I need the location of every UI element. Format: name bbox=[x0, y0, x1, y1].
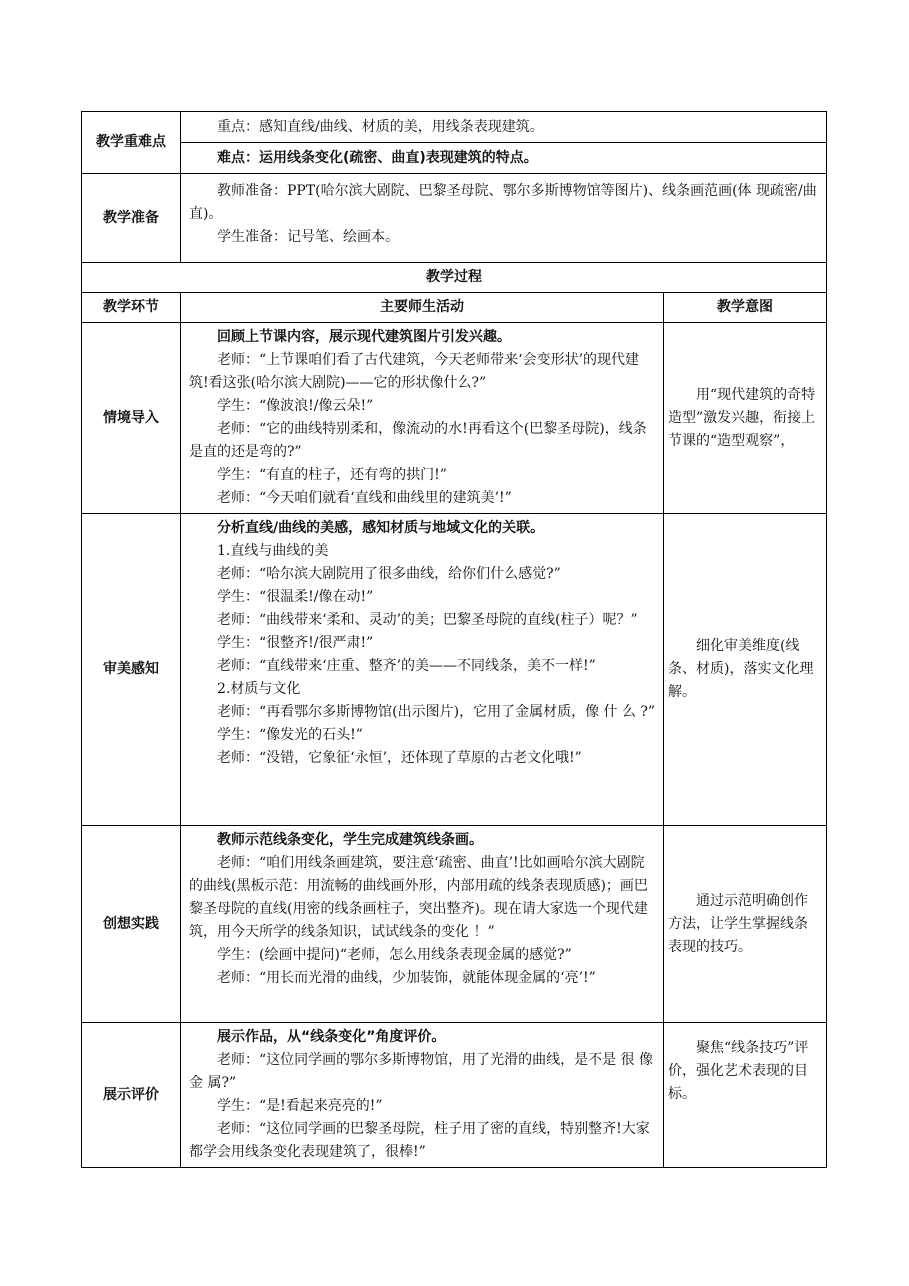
difficulty-text: 难点：运用线条变化(疏密、曲直)表现建筑的特点。 bbox=[181, 143, 827, 174]
stage-activities: 展示作品，从“线条变化”角度评价。 老师：“这位同学画的鄂尔多斯博物馆，用了光滑的曲线，是不是 很 像 金 属?” 学生：“是!看起来亮亮的!” 老师：“这位同学画的巴黎圣母院，柱子用了密的直线，特别整齐!大家都学会用线条变化表现建筑了，很棒!” bbox=[181, 1023, 664, 1168]
lesson-plan-sheet bbox=[81, 111, 826, 1168]
stage-activities: 回顾上节课内容，展示现代建筑图片引发兴趣。 老师：“上节课咱们看了古代建筑，今天老师带来‘会变形状’的现代建筑!看这张(哈尔滨大剧院)——它的形状像什么?” 学生：“像波浪!/像云朵!” 老师：“它的曲线特别柔和，像流动的水!再看这个(巴黎圣母院)，线条是直的还是弯的?” 学生：“有直的柱子，还有弯的拱门!” 老师：“今天咱们就看‘直线和曲线里的建筑美’!” bbox=[181, 323, 664, 514]
lesson-plan-table bbox=[81, 111, 827, 1168]
stage-name: 审美感知 bbox=[82, 514, 181, 826]
column-header-intent: 教学意图 bbox=[664, 293, 827, 323]
focus-text: 重点：感知直线/曲线、材质的美，用线条表现建筑。 bbox=[181, 112, 827, 143]
stage-intent: 细化审美维度(线条、材质)，落实文化理解。 bbox=[664, 514, 827, 826]
stage-name: 展示评价 bbox=[82, 1023, 181, 1168]
stage-name: 情境导入 bbox=[82, 323, 181, 514]
preparation-text: 教师准备：PPT(哈尔滨大剧院、巴黎圣母院、鄂尔多斯博物馆等图片)、线条画范画(体 现疏密/曲直)。 学生准备：记号笔、绘画本。 bbox=[181, 174, 827, 263]
stage-row bbox=[82, 514, 827, 826]
key-points-label: 教学重难点 bbox=[82, 112, 181, 174]
process-title: 教学过程 bbox=[82, 263, 827, 293]
column-header-activities: 主要师生活动 bbox=[181, 293, 664, 323]
stage-row bbox=[82, 1023, 827, 1168]
column-header-row bbox=[82, 293, 827, 323]
stage-intent: 用“现代建筑的奇特造型”激发兴趣，衔接上节课的“造型观察”， bbox=[664, 323, 827, 514]
difficulty-row bbox=[82, 143, 827, 174]
process-title-row bbox=[82, 263, 827, 293]
stage-intent: 通过示范明确创作方法，让学生掌握线条表现的技巧。 bbox=[664, 826, 827, 1023]
stage-intent: 聚焦“线条技巧”评价，强化艺术表现的目标。 bbox=[664, 1023, 827, 1168]
stage-activities: 分析直线/曲线的美感，感知材质与地域文化的关联。 1.直线与曲线的美 老师：“哈尔滨大剧院用了很多曲线，给你们什么感觉?” 学生：“很温柔!/像在动!” 老师：“曲线带来‘柔和、灵动’的美；巴黎圣母院的直线(柱子）呢？” 学生：“很整齐!/很严肃!” 老师：“直线带来‘庄重、整齐’的美——不同线条，美不一样!” 2.材质与文化 老师：“再看鄂尔多斯博物馆(出示图片)，它用了金属材质，像 什 么 ?” 学生：“像发光的石头!” 老师：“没错，它象征‘永恒’，还体现了草原的古老文化哦!” bbox=[181, 514, 664, 826]
stage-row bbox=[82, 323, 827, 514]
key-points-row bbox=[82, 112, 827, 143]
stage-name: 创想实践 bbox=[82, 826, 181, 1023]
stage-row bbox=[82, 826, 827, 1023]
preparation-row bbox=[82, 174, 827, 263]
preparation-label: 教学准备 bbox=[82, 174, 181, 263]
stage-activities: 教师示范线条变化，学生完成建筑线条画。 老师：“咱们用线条画建筑，要注意‘疏密、曲直’!比如画哈尔滨大剧院的曲线(黑板示范：用流畅的曲线画外形，内部用疏的线条表现质感)；画巴黎圣母院的直线(用密的线条画柱子，突出整齐)。现在请大家选一个现代建筑，用今天所学的线条知识，试试线条的变化 ！” 学生：(绘画中提问)“老师，怎么用线条表现金属的感觉?” 老师：“用长而光滑的曲线，少加装饰，就能体现金属的‘亮’!” bbox=[181, 826, 664, 1023]
column-header-stage: 教学环节 bbox=[82, 293, 181, 323]
